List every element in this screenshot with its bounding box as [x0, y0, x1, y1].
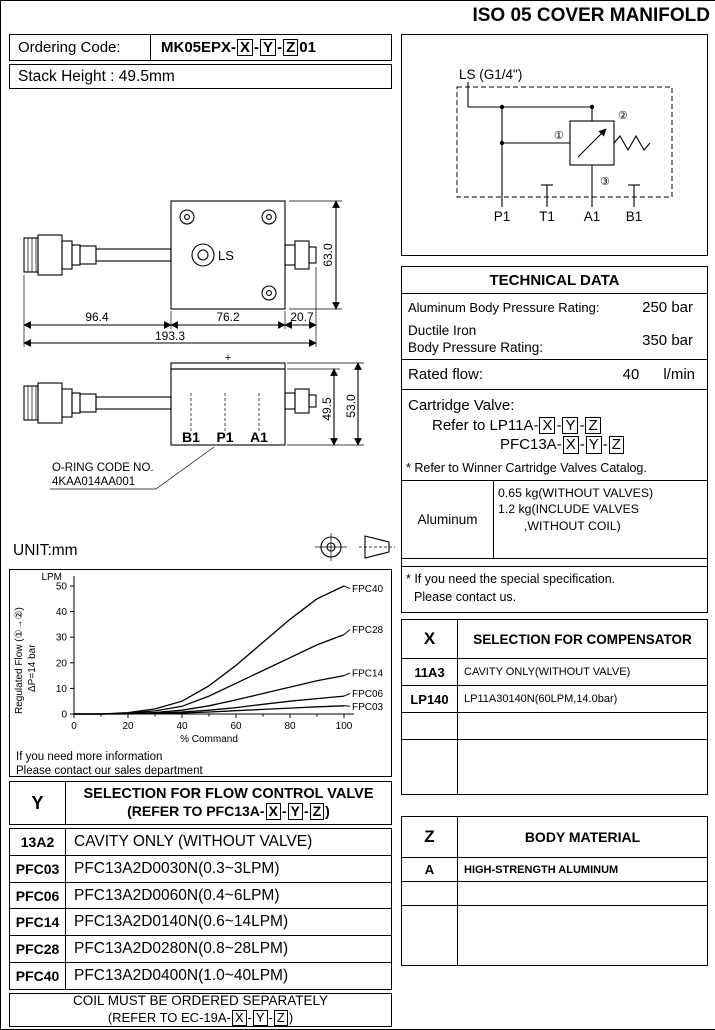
chart-axes — [14, 572, 354, 745]
cartridge-ref-2 — [408, 435, 701, 455]
table-row — [10, 962, 391, 989]
svg-text:30: 30 — [55, 632, 67, 644]
ordering-code-suffix: 01 — [299, 39, 316, 56]
front-view-drawing — [6, 353, 398, 500]
page-title: ISO 05 COVER MANIFOLD — [472, 5, 710, 26]
cartridge-valve-outline — [24, 235, 171, 275]
dim-76-2: 76.2 — [216, 310, 240, 324]
row-code: 13A2 — [10, 829, 66, 855]
weight-line-2: 1.2 kg(INCLUDE VALVES — [498, 502, 640, 517]
dim-96-4: 96.4 — [85, 310, 109, 324]
ordering-code-value — [150, 35, 316, 60]
table-row-empty — [402, 881, 707, 905]
regulated-flow-chart — [10, 570, 391, 746]
svg-text:LPM: LPM — [41, 572, 62, 583]
stack-height-box — [9, 64, 392, 89]
table-title-line1: SELECTION FOR FLOW CONTROL VALVE — [83, 786, 374, 803]
compensator-selection-table — [401, 619, 708, 795]
hydraulic-schematic — [402, 35, 707, 255]
row-label-line2: Body Pressure Rating: — [408, 340, 544, 355]
row-desc: PFC13A2D0280N(0.8~28LPM) — [74, 940, 289, 958]
svg-text:FPC28: FPC28 — [352, 625, 384, 636]
dim-53-0: 53.0 — [344, 394, 358, 418]
flow-chart-box — [9, 569, 392, 777]
flow-valve-selection-header — [9, 781, 392, 825]
title-line2-prefix: (REFER TO PFC13A- — [127, 803, 265, 820]
code-xyz: X - Y - Z — [562, 436, 625, 453]
row-desc: PFC13A2D0400N(1.0~40LPM) — [74, 967, 289, 985]
cartridge-note: * Refer to Winner Cartridge Valves Catalog. — [402, 457, 707, 481]
chart-note-1: If you need more information — [16, 751, 163, 763]
code-xyz: X - Y - Z — [231, 1010, 289, 1025]
svg-text:FPC06: FPC06 — [352, 689, 384, 700]
special-note — [402, 566, 707, 612]
coil-note-line2 — [10, 1010, 391, 1026]
row-desc: PFC13A2D0060N(0.4~6LPM) — [74, 886, 280, 904]
code-xyz: X - Y - Z — [265, 803, 326, 819]
rated-flow-row — [402, 359, 707, 390]
row-unit: l/min — [663, 366, 695, 383]
code-xyz: X - Y - Z — [538, 417, 601, 434]
row-code: LP140 — [402, 686, 458, 712]
svg-text:100: 100 — [335, 721, 353, 732]
unit-label: UNIT:mm — [13, 542, 78, 559]
oring-code-value: 4KAA014AA001 — [52, 476, 136, 488]
row-value: 40 — [622, 366, 640, 383]
row-desc: HIGH-STRENGTH ALUMINUM — [464, 863, 619, 876]
table-title-line2 — [66, 803, 391, 821]
table-row — [402, 857, 707, 881]
aluminum-pressure-row — [402, 294, 707, 321]
row-code — [402, 906, 458, 965]
technical-data-title: TECHNICAL DATA — [402, 267, 707, 294]
port-label-a1: A1 — [250, 429, 268, 445]
balloon-3: ③ — [600, 176, 610, 188]
ordering-code-box — [9, 34, 392, 61]
weight-line-3: ,WITHOUT COIL) — [524, 518, 621, 533]
balloon-2: ② — [618, 110, 628, 122]
table-row — [10, 855, 391, 882]
oring-code-label: O-RING CODE NO. — [52, 462, 154, 474]
ls-port-label: LS — [218, 248, 234, 263]
svg-text:FPC03: FPC03 — [352, 701, 384, 713]
row-desc: PFC13A2D0030N(0.3~3LPM) — [74, 859, 280, 877]
chart-series — [74, 584, 384, 714]
schematic-box — [401, 34, 708, 256]
spacer — [402, 559, 707, 567]
cartridge-ref-1-prefix: Refer to LP11A- — [432, 416, 539, 434]
plug-outline — [285, 241, 316, 269]
compensator-valve-symbol — [570, 121, 650, 165]
table-title: BODY MATERIAL — [524, 829, 641, 845]
row-desc: CAVITY ONLY(WITHOUT VALVE) — [464, 666, 631, 678]
svg-text:20: 20 — [55, 658, 67, 670]
svg-text:0: 0 — [71, 721, 77, 732]
weight-values-cell — [494, 481, 657, 558]
svg-text:ΔP=14 bar: ΔP=14 bar — [27, 644, 38, 692]
table-key: X — [402, 620, 458, 658]
table-row — [402, 658, 707, 685]
row-code: PFC40 — [10, 963, 66, 989]
balloon-1: ① — [554, 130, 564, 142]
row-code — [402, 882, 458, 905]
dim-20-7: 20.7 — [290, 310, 314, 324]
special-note-line-2: Please contact us. — [414, 589, 517, 604]
projection-symbols — [309, 529, 399, 565]
table-key: Y — [10, 782, 66, 824]
ls-port-callout: LS (G1/4") — [459, 67, 523, 82]
ductile-pressure-row — [402, 321, 707, 359]
row-code: 11A3 — [402, 659, 458, 685]
port-label-t1: T1 — [539, 209, 555, 224]
table-row — [402, 685, 707, 712]
weight-table — [402, 481, 707, 559]
port-label-a1: A1 — [583, 209, 601, 224]
weight-line-1: 0.65 kg(WITHOUT VALVES) — [498, 485, 654, 500]
table-row — [10, 908, 391, 935]
table-header-row — [402, 817, 707, 857]
svg-text:Regulated Flow (①→②): Regulated Flow (①→②) — [14, 607, 25, 714]
table-header-row — [402, 620, 707, 658]
svg-text:50: 50 — [55, 581, 67, 593]
table-row-empty — [402, 905, 707, 965]
row-code — [402, 713, 458, 739]
flow-valve-selection-rows — [9, 828, 392, 990]
port-symbols — [502, 185, 640, 207]
row-code: PFC28 — [10, 936, 66, 962]
plus-mark: + — [224, 353, 232, 364]
coil-note-box — [9, 993, 392, 1027]
coil-note-line1: COIL MUST BE ORDERED SEPARATELY — [72, 993, 329, 1009]
svg-text:10: 10 — [55, 683, 67, 695]
svg-text:80: 80 — [284, 721, 296, 732]
svg-text:% Command: % Command — [180, 734, 238, 745]
row-value: 250 bar — [642, 299, 693, 316]
cone-icon — [359, 536, 395, 558]
table-row — [10, 882, 391, 909]
plug-outline — [285, 389, 316, 413]
row-desc: CAVITY ONLY (WITHOUT VALVE) — [74, 832, 313, 850]
table-row — [10, 829, 391, 855]
row-code — [402, 740, 458, 794]
table-key: Z — [402, 817, 458, 857]
top-view-drawing — [6, 193, 398, 353]
row-code: PFC06 — [10, 883, 66, 909]
table-row-empty — [402, 712, 707, 739]
row-desc: PFC13A2D0140N(0.6~14LPM) — [74, 913, 289, 931]
row-code: PFC03 — [10, 856, 66, 882]
title-line2-suffix: ) — [325, 803, 330, 820]
cartridge-valve-outline — [24, 383, 171, 423]
weight-material-cell: Aluminum — [402, 481, 494, 558]
row-label: Rated flow: — [408, 366, 484, 383]
ordering-code-prefix: MK05EPX- — [161, 39, 237, 56]
port-label-p1: P1 — [493, 209, 511, 224]
coil-note-prefix: (REFER TO EC-19A- — [107, 1010, 231, 1026]
svg-text:FPC14: FPC14 — [352, 668, 384, 680]
port-label-p1: P1 — [216, 429, 234, 445]
svg-text:60: 60 — [230, 721, 242, 732]
svg-text:40: 40 — [176, 721, 188, 732]
row-code: PFC14 — [10, 909, 66, 935]
port-label-b1: B1 — [625, 209, 643, 224]
row-code: A — [402, 858, 458, 881]
port-label-b1: B1 — [182, 429, 200, 445]
stack-height-label: Stack Height : 49.5mm — [18, 67, 175, 85]
technical-data-section — [401, 266, 708, 613]
dim-193-3: 193.3 — [154, 329, 186, 343]
row-label-line1: Ductile Iron — [408, 323, 477, 339]
row-label: Aluminum Body Pressure Rating: — [408, 300, 600, 315]
svg-text:20: 20 — [122, 721, 134, 732]
svg-text:FPC40: FPC40 — [352, 584, 384, 596]
cartridge-ref-2-prefix: PFC13A- — [500, 436, 562, 453]
chart-note-2: Please contact our sales department — [16, 764, 203, 777]
svg-text:0: 0 — [61, 709, 67, 721]
body-material-table — [401, 816, 708, 966]
row-label — [408, 323, 543, 357]
table-row — [10, 935, 391, 962]
third-angle-projection-icon — [315, 533, 347, 561]
coil-note-suffix: ) — [288, 1010, 294, 1026]
schematic-lines — [468, 82, 594, 197]
svg-text:40: 40 — [55, 607, 67, 619]
cartridge-title: Cartridge Valve: — [408, 397, 515, 414]
table-title — [66, 782, 391, 824]
ordering-code-label: Ordering Code: — [18, 39, 121, 56]
row-value: 350 bar — [642, 331, 693, 349]
code-xyz: X - Y - Z — [236, 39, 299, 57]
table-row-empty — [402, 739, 707, 794]
dim-63-0: 63.0 — [321, 243, 335, 267]
cartridge-ref-1 — [408, 416, 701, 436]
row-desc: LP11A30140N(60LPM,14.0bar) — [464, 693, 618, 705]
table-title: SELECTION FOR COMPENSATOR — [473, 631, 692, 647]
special-note-line-1: * If you need the special specification. — [406, 572, 616, 586]
dim-49-5: 49.5 — [320, 397, 334, 421]
cartridge-valve-block — [402, 390, 707, 457]
